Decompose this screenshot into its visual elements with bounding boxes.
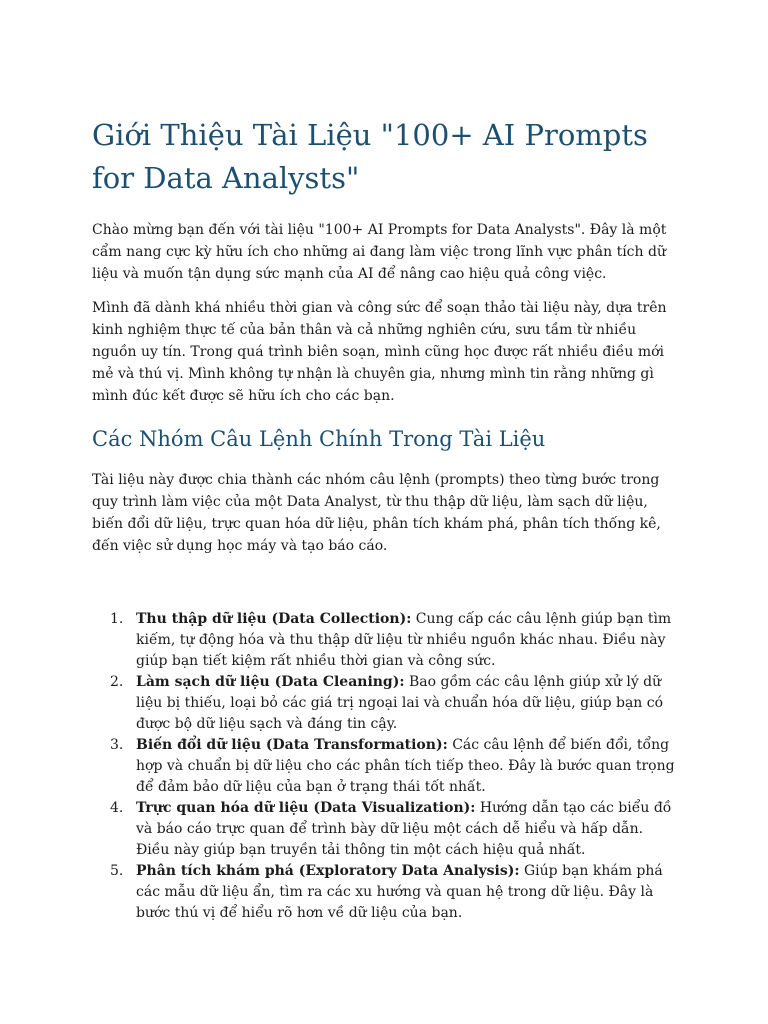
list-item-text: Cung cấp các câu lệnh giúp bạn tìm kiếm, tự động hóa và thu thập dữ liệu từ nhiều nguồn khác nhau. Điều này giúp bạn tiết kiệm rất nhiều thời gian và công sức. [136,611,672,669]
list-item [92,735,676,798]
list-item-term: Trực quan hóa dữ liệu (Data Visualization): [136,800,476,816]
intro-paragraph-2: Mình đã dành khá nhiều thời gian và công sức để soạn thảo tài liệu này, dựa trên kinh nghiệm thực tế của bản thân và cả những nghiên cứu, sưu tầm từ nhiều nguồn uy tín. Trong quá trình biên soạn, mình cũng học được rất nhiều điều mới mẻ và thú vị. Mình không tự nhận là chuyên gia, nhưng mình tin rằng những gì mình đúc kết được sẽ hữu ích cho các bạn. [92,300,667,404]
list-item-text: Các câu lệnh để biến đổi, tổng hợp và chuẩn bị dữ liệu cho các phân tích tiếp theo. Đây là bước quan trọng để đảm bảo dữ liệu của bạn ở trạng thái tốt nhất. [136,737,675,795]
list-item [92,798,676,861]
list-item-text: Bao gồm các câu lệnh giúp xử lý dữ liệu bị thiếu, loại bỏ các giá trị ngoại lai và chuẩn hóa dữ liệu, giúp bạn có được bộ dữ liệu sạch và đáng tin cậy. [136,674,664,732]
list-item-number: 2. [110,674,124,690]
section-heading: Các Nhóm Câu Lệnh Chính Trong Tài Liệu [92,427,546,451]
list-item [92,609,676,672]
list-item [92,672,676,735]
list-item-term: Làm sạch dữ liệu (Data Cleaning): [136,674,405,690]
list-item [92,861,676,924]
list-item-number: 1. [110,611,124,627]
list-item-term: Thu thập dữ liệu (Data Collection): [136,611,412,627]
list-item-text: Giúp bạn khám phá các mẫu dữ liệu ẩn, tìm ra các xu hướng và quan hệ trong dữ liệu. Đây là bước thú vị để hiểu rõ hơn về dữ liệu của bạn. [136,863,663,921]
list-item-number: 4. [110,800,124,816]
list-item-number: 5. [110,863,124,879]
list-item-term: Biến đổi dữ liệu (Data Transformation): [136,737,448,753]
document-page [92,0,676,924]
list-item-text: Hướng dẫn tạo các biểu đồ và báo cáo trực quan để trình bày dữ liệu một cách dễ hiểu và hấp dẫn. Điều này giúp bạn truyền tải thông tin một cách hiệu quả nhất. [136,800,672,858]
prompt-group-list [92,609,676,924]
section-paragraph: Tài liệu này được chia thành các nhóm câu lệnh (prompts) theo từng bước trong quy trình làm việc của một Data Analyst, từ thu thập dữ liệu, làm sạch dữ liệu, biến đổi dữ liệu, trực quan hóa dữ liệu, phân tích khám phá, phân tích thống kê, đến việc sử dụng học máy và tạo báo cáo. [92,472,661,554]
list-item-number: 3. [110,737,124,753]
document-title: Giới Thiệu Tài Liệu "100+ AI Prompts for Data Analysts" [92,118,648,195]
list-item-term: Phân tích khám phá (Exploratory Data Analysis): [136,863,520,879]
intro-paragraph-1: Chào mừng bạn đến với tài liệu "100+ AI Prompts for Data Analysts". Đây là một cẩm nang cực kỳ hữu ích cho những ai đang làm việc trong lĩnh vực phân tích dữ liệu và muốn tận dụng sức mạnh của AI để nâng cao hiệu quả công việc. [92,222,667,282]
